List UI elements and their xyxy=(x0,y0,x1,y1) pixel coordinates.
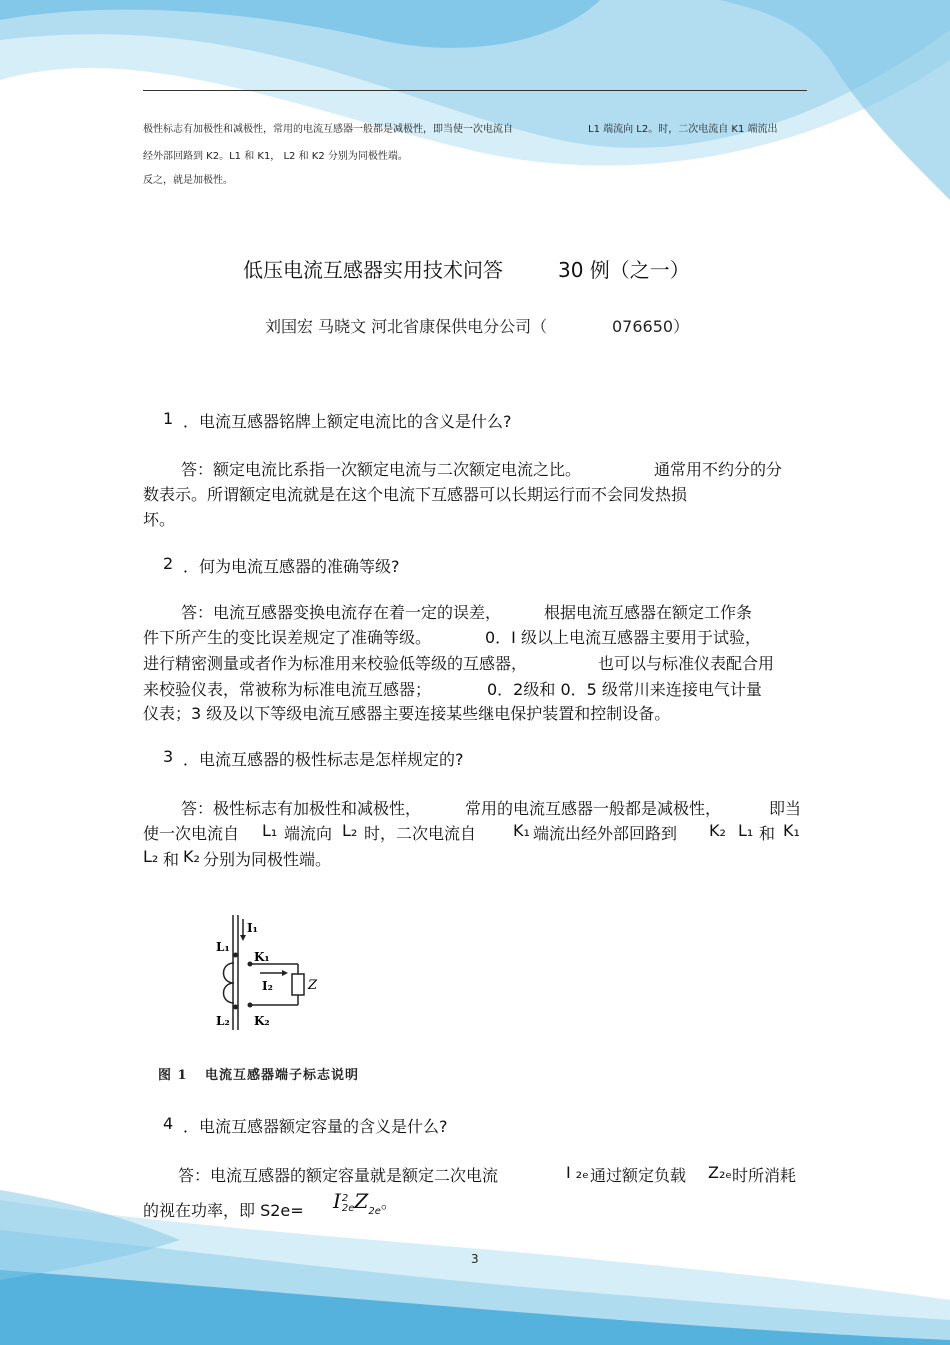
answer-2-line: 也可以与标准仪表配合用 xyxy=(598,654,775,673)
figure-label-L2: L₂ xyxy=(216,1014,230,1028)
formula-I-sup: 2 xyxy=(341,1192,349,1204)
formula xyxy=(333,1189,397,1217)
header-line-2: 经外部回路到 K2。L1 和 K1， L2 和 K2 分别为同极性端。 xyxy=(143,151,408,162)
symbol-K2: K₂ xyxy=(709,821,726,840)
answer-3-line: 端流向 xyxy=(284,824,333,843)
ct-terminal-diagram xyxy=(200,915,330,1030)
question-1-number: 1 xyxy=(163,409,174,428)
answer-4-line: 答：电流互感器的额定容量就是额定二次电流 xyxy=(178,1166,499,1185)
page-title: 低压电流互感器实用技术问答 xyxy=(243,258,503,282)
answer-1-line: 数表示。所谓额定电流就是在这个电流下互感器可以长期运行而不会同发热损 xyxy=(143,485,688,504)
symbol-Z2e: Z₂ₑ xyxy=(708,1163,733,1182)
answer-3-line: 时，二次电流自 xyxy=(364,824,477,843)
answer-1-line: 坏。 xyxy=(143,510,176,529)
figure-label-L1: L₁ xyxy=(216,940,230,954)
answer-2-line: 件下所产生的变比误差规定了准确等级。 xyxy=(143,628,432,647)
answer-2-line: 0．2级和 0．5 级常川来连接电气计量 xyxy=(487,680,762,699)
answer-3-line: 即当 xyxy=(769,799,802,818)
question-2-text: ．何为电流互感器的准确等级? xyxy=(183,557,400,576)
answer-3-line: 答：极性标志有加极性和减极性， xyxy=(181,799,422,818)
formula-end: 。 xyxy=(380,1193,397,1212)
symbol-I2e: I ₂ₑ xyxy=(566,1163,589,1182)
authors-code: 076650） xyxy=(612,317,690,336)
answer-3-line: 分别为同极性端。 xyxy=(203,850,332,869)
symbol-L2: L₂ xyxy=(342,821,358,840)
formula-Z-sub: 2e xyxy=(368,1206,381,1217)
formula-I-sub: 2e xyxy=(341,1202,355,1214)
question-2-number: 2 xyxy=(163,554,174,573)
answer-3-line: 和 xyxy=(759,824,776,843)
figure-label-K2: K₂ xyxy=(254,1014,270,1028)
question-4-number: 4 xyxy=(163,1114,174,1133)
answer-4-line: 通过额定负载 xyxy=(590,1166,687,1185)
answer-2-line: 答：电流互感器变换电流存在着一定的误差， xyxy=(181,603,502,622)
page-number: 3 xyxy=(471,1252,479,1266)
answer-3-line: 和 xyxy=(163,850,180,869)
figure-label-Z: Z xyxy=(308,978,318,993)
figure-label-I1: I₁ xyxy=(247,921,258,935)
answer-2-line: 来校验仪表，常被称为标准电流互感器； xyxy=(143,680,432,699)
symbol-L1: L₁ xyxy=(738,821,754,840)
header-line-1-right: L1 端流向 L2。时，二次电流自 K1 端流出 xyxy=(588,124,778,135)
answer-1-line: 通常用不约分的分 xyxy=(654,460,783,479)
answer-3-line: 使一次电流自 xyxy=(143,824,240,843)
symbol-L1: L₁ xyxy=(262,821,278,840)
answer-4-line: 时所消耗 xyxy=(732,1166,797,1185)
question-1-text: ．电流互感器铭牌上额定电流比的含义是什么? xyxy=(183,412,512,431)
symbol-K1: K₁ xyxy=(783,821,800,840)
answer-4-line: 的视在功率，即 S2e= xyxy=(143,1201,304,1220)
page-title-suffix: 30 例（之一） xyxy=(558,258,690,282)
answer-2-line: 0．I 级以上电流互感器主要用于试验， xyxy=(485,628,761,647)
answer-3-line: 常用的电流互感器一般都是减极性， xyxy=(465,799,722,818)
figure-label-I2: I₂ xyxy=(262,979,273,993)
symbol-L2: L₂ xyxy=(143,847,159,866)
symbol-K1: K₁ xyxy=(513,821,530,840)
authors: 刘国宏 马晓文 河北省康保供电分公司（ xyxy=(265,317,548,336)
answer-3-line: 端流出经外部回路到 xyxy=(533,824,678,843)
header-line-3: 反之，就是加极性。 xyxy=(143,175,233,186)
formula-Z: Z xyxy=(354,1189,369,1213)
answer-2-line: 进行精密测量或者作为标准用来校验低等级的互感器， xyxy=(143,654,528,673)
figure-label-K1: K₁ xyxy=(254,950,270,964)
answer-2-line: 仪表；3 级及以下等级电流互感器主要连接某些继电保护装置和控制设备。 xyxy=(143,704,671,723)
question-4-text: ．电流互感器额定容量的含义是什么? xyxy=(183,1117,448,1136)
formula-I: I xyxy=(333,1189,341,1213)
figure-caption-number: 图 1 xyxy=(158,1068,188,1083)
figure-caption: 电流互感器端子标志说明 xyxy=(205,1068,360,1083)
answer-1-line: 答：额定电流比系指一次额定电流与二次额定电流之比。 xyxy=(181,460,582,479)
symbol-K2: K₂ xyxy=(183,847,200,866)
question-3-number: 3 xyxy=(163,747,174,766)
answer-2-line: 根据电流互感器在额定工作条 xyxy=(544,603,753,622)
question-3-text: ．电流互感器的极性标志是怎样规定的? xyxy=(183,750,464,769)
header-rule xyxy=(143,90,807,91)
header-line-1: 极性标志有加极性和减极性，常用的电流互感器一般都是减极性，即当使一次电流自 xyxy=(143,124,513,135)
